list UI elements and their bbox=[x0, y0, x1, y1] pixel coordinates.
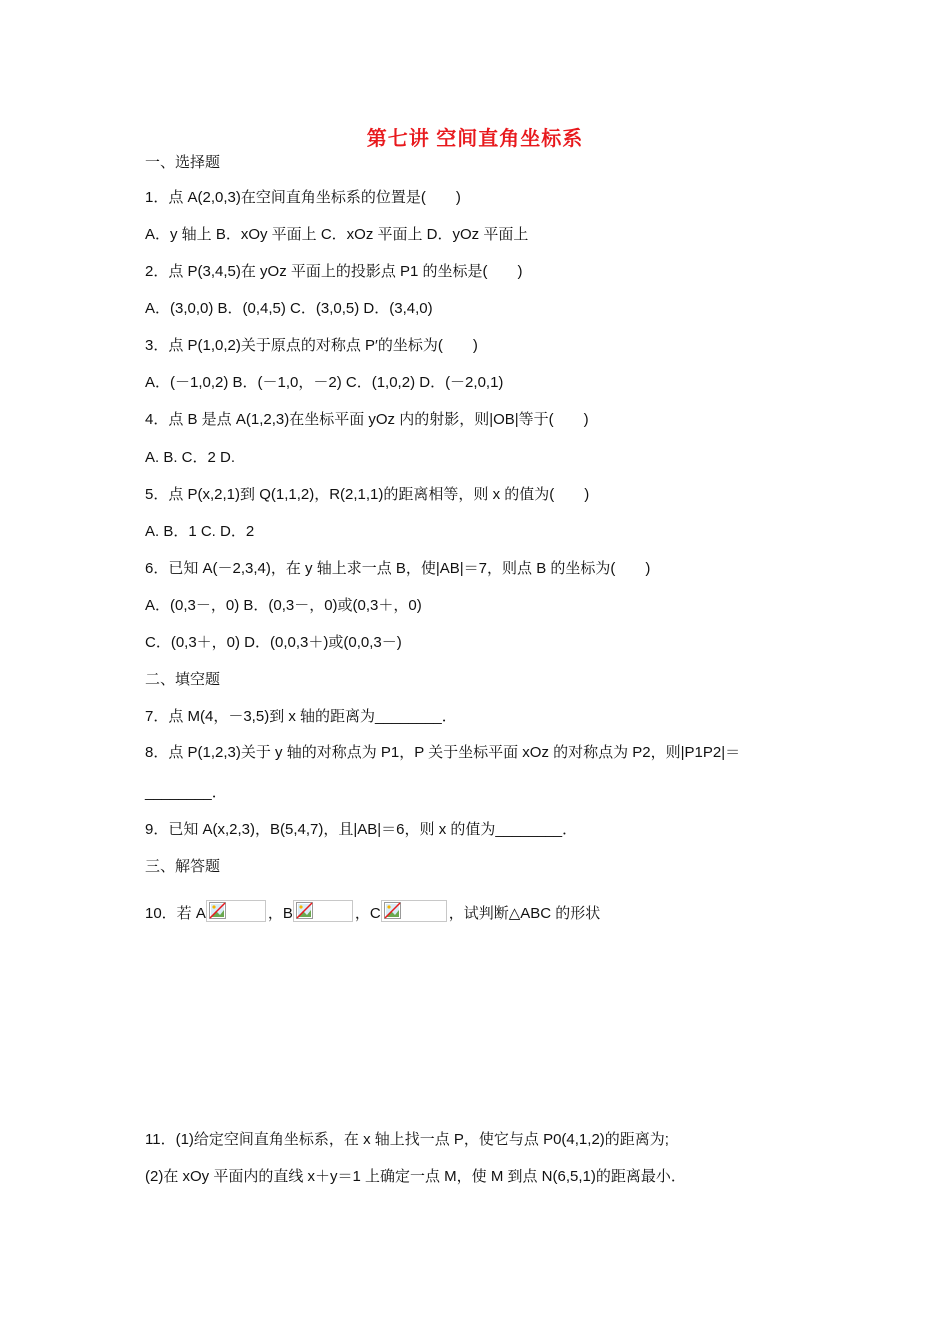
question-7: 7．点 M(4，－3,5)到 x 轴的距离为________． bbox=[145, 708, 457, 725]
question-6-options-cd: C．(0,3＋，0) D．(0,0,3＋)或(0,0,3－) bbox=[145, 634, 402, 651]
question-10-suffix: ，试判断△ABC 的形状 bbox=[448, 905, 601, 922]
question-10-prefix: 10．若 A bbox=[145, 905, 206, 922]
question-11-part-2: (2)在 xOy 平面内的直线 x＋y＝1 上确定一点 M，使 M 到点 N(6,5,1)的距离最小． bbox=[145, 1168, 686, 1185]
point-a-image-placeholder bbox=[206, 900, 266, 922]
question-8: 8．点 P(1,2,3)关于 y 轴的对称点为 P1，P 关于坐标平面 xOz 的对称点为 P2，则|P1P2|＝ bbox=[145, 744, 741, 761]
question-3: 3．点 P(1,0,2)关于原点的对称点 P′的坐标为( ) bbox=[145, 337, 478, 354]
question-10-sep-c: ，C bbox=[354, 905, 381, 922]
question-6-options-ab: A．(0,3－，0) B．(0,3－，0)或(0,3＋，0) bbox=[145, 597, 422, 614]
section-fill-heading: 二、填空题 bbox=[145, 671, 221, 688]
question-2-options: A．(3,0,0) B．(0,4,5) C．(3,0,5) D．(3,4,0) bbox=[145, 300, 433, 317]
broken-image-icon bbox=[296, 902, 313, 919]
question-1: 1．点 A(2,0,3)在空间直角坐标系的位置是( ) bbox=[145, 189, 461, 206]
question-3-options: A．(－1,0,2) B．(－1,0，－2) C．(1,0,2) D．(－2,0,1) bbox=[145, 374, 504, 391]
point-c-image-placeholder bbox=[381, 900, 447, 922]
question-10-sep-b: ，B bbox=[267, 905, 293, 922]
question-4: 4．点 B 是点 A(1,2,3)在坐标平面 yOz 内的射影，则|OB|等于( ) bbox=[145, 411, 589, 428]
section-answer-heading: 三、解答题 bbox=[145, 858, 221, 875]
question-8-continuation: ________． bbox=[145, 784, 227, 801]
question-10 bbox=[145, 900, 600, 924]
question-6: 6．已知 A(－2,3,4)，在 y 轴上求一点 B，使|AB|＝7，则点 B 的坐标为( ) bbox=[145, 560, 651, 577]
question-4-options: A. B. C．2 D. bbox=[145, 449, 236, 466]
question-5: 5．点 P(x,2,1)到 Q(1,1,2)，R(2,1,1)的距离相等，则 x 的值为( ) bbox=[145, 486, 590, 503]
question-2: 2．点 P(3,4,5)在 yOz 平面上的投影点 P1 的坐标是( ) bbox=[145, 263, 523, 280]
page-title: 第七讲 空间直角坐标系 bbox=[366, 128, 584, 150]
question-5-options: A. B．1 C. D．2 bbox=[145, 523, 255, 540]
question-9: 9．已知 A(x,2,3)，B(5,4,7)，且|AB|＝6，则 x 的值为________． bbox=[145, 821, 578, 838]
section-choice-heading: 一、选择题 bbox=[145, 154, 221, 171]
point-b-image-placeholder bbox=[293, 900, 353, 922]
question-11-part-1: 11．(1)给定空间直角坐标系，在 x 轴上找一点 P，使它与点 P0(4,1,2)的距离为; bbox=[145, 1131, 669, 1148]
broken-image-icon bbox=[384, 902, 401, 919]
broken-image-icon bbox=[209, 902, 226, 919]
question-1-options: A．y 轴上 B．xOy 平面上 C．xOz 平面上 D．yOz 平面上 bbox=[145, 226, 529, 243]
